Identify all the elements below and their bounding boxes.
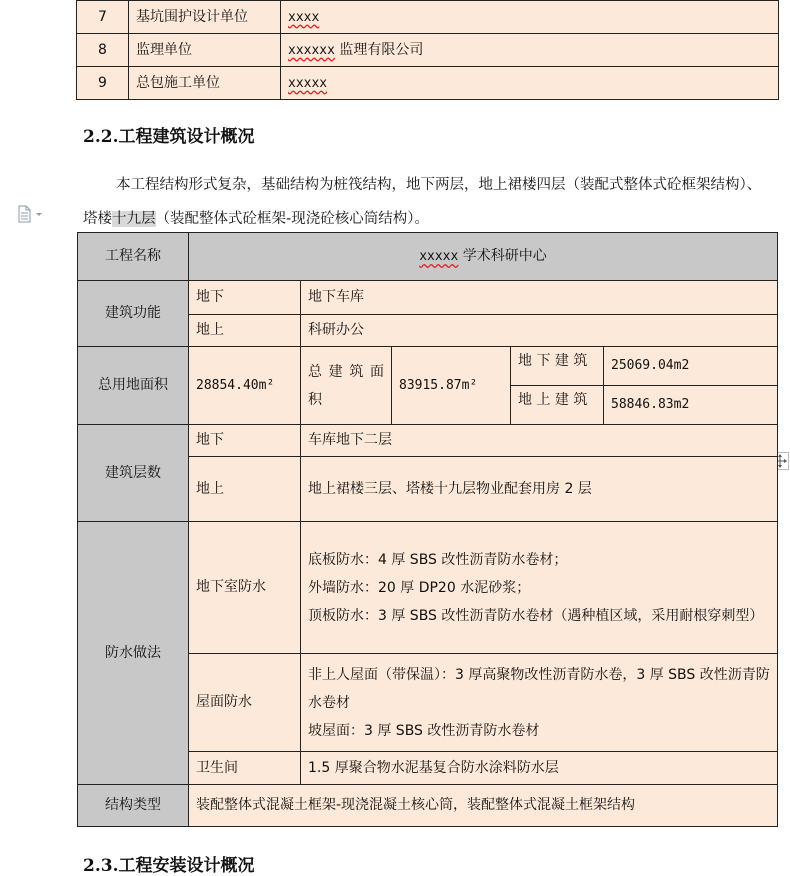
placeholder-name: xxxxx xyxy=(419,249,459,265)
table-row xyxy=(77,1,779,34)
spec-line: 底板防水：4 厚 SBS 改性沥青防水卷材； xyxy=(308,551,568,568)
table-row xyxy=(77,67,779,100)
unit-type: 监理单位 xyxy=(129,34,281,67)
paragraph-text-end: （装配整体式砼框架-现浇砼核心筒结构）。 xyxy=(155,211,429,227)
unit-value xyxy=(281,1,779,34)
sub-label: 地上 xyxy=(189,457,301,522)
cell-value: 车库地下二层 xyxy=(301,425,778,457)
placeholder-name: xxxx xyxy=(288,9,320,25)
row-label: 建筑功能 xyxy=(78,281,189,347)
row-number: 8 xyxy=(77,34,129,67)
row-label: 防水做法 xyxy=(78,522,189,785)
highlighted-text[interactable]: 十九层 xyxy=(112,211,156,227)
unit-value xyxy=(281,67,779,100)
sub-label: 地 下 建 筑 xyxy=(511,347,604,386)
paragraph-text: 本工程结构形式复杂，基础结构为桩筏结构，地下两层，地上裙楼四层（装配式整体式砼框架结构）、塔楼 xyxy=(83,177,762,227)
table-row xyxy=(78,347,778,386)
body-paragraph xyxy=(83,168,775,236)
row-label: 工程名称 xyxy=(78,233,189,281)
spec-line: 外墙防水：20 厚 DP20 水泥砂浆； xyxy=(308,579,531,596)
cell-value xyxy=(301,654,778,752)
row-number: 7 xyxy=(77,1,129,34)
cell-value: 科研办公 xyxy=(301,315,778,347)
table-row xyxy=(78,233,778,281)
table-row xyxy=(78,281,778,315)
sub-label: 地下 xyxy=(189,425,301,457)
spec-line: 坡屋面：3 厚 SBS 改性沥青防水卷材 xyxy=(308,722,540,739)
sub-label: 地上 xyxy=(189,315,301,347)
placeholder-name: xxxxxx xyxy=(288,42,335,58)
cell-value: 58846.83m2 xyxy=(604,386,778,425)
sub-label: 屋面防水 xyxy=(189,654,301,752)
cell-value: 装配整体式混凝土框架-现浇混凝土核心筒，装配整体式混凝土框架结构 xyxy=(189,785,778,827)
table-row xyxy=(78,785,778,827)
row-label: 建筑层数 xyxy=(78,425,189,522)
section-heading: 2.2.工程建筑设计概况 xyxy=(83,127,255,147)
document-menu-icon[interactable] xyxy=(16,205,46,223)
cell-value: 25069.04m2 xyxy=(604,347,778,386)
table-row xyxy=(78,425,778,457)
section-heading: 2.3.工程安装设计概况 xyxy=(83,856,255,876)
participants-table xyxy=(76,0,779,100)
unit-type: 总包施工单位 xyxy=(129,67,281,100)
sub-label: 卫生间 xyxy=(189,752,301,785)
architecture-overview-table xyxy=(77,232,778,827)
table-row xyxy=(77,34,779,67)
placeholder-name: xxxxx xyxy=(288,75,328,91)
sub-label: 地 上 建 筑 xyxy=(511,386,604,425)
cell-value: 地上裙楼三层、塔楼十九层物业配套用房 2 层 xyxy=(301,457,778,522)
cell-value: 83915.87m² xyxy=(392,347,511,425)
table-row xyxy=(78,522,778,654)
row-label: 总用地面积 xyxy=(78,347,189,425)
sub-label: 地下 xyxy=(189,281,301,315)
unit-suffix: 监理有限公司 xyxy=(334,41,424,58)
sub-label: 地下室防水 xyxy=(189,522,301,654)
unit-type: 基坑围护设计单位 xyxy=(129,1,281,34)
cell-value: 1.5 厚聚合物水泥基复合防水涂料防水层 xyxy=(301,752,778,785)
row-label: 结构类型 xyxy=(78,785,189,827)
spec-line: 非上人屋面（带保温）：3 厚高聚物改性沥青防水卷，3 厚 SBS 改性沥青防水卷材 xyxy=(308,666,770,711)
cell-value: 28854.40m² xyxy=(189,347,301,425)
cell-value xyxy=(301,522,778,654)
sub-label: 总 建 筑 面 积 xyxy=(301,347,392,425)
cell-value: 地下车库 xyxy=(301,281,778,315)
project-name xyxy=(189,233,778,281)
project-name-suffix: 学术科研中心 xyxy=(458,248,547,265)
spec-line: 顶板防水：3 厚 SBS 改性沥青防水卷材（遇种植区域，采用耐根穿刺型） xyxy=(308,607,764,624)
row-number: 9 xyxy=(77,67,129,100)
unit-value xyxy=(281,34,779,67)
